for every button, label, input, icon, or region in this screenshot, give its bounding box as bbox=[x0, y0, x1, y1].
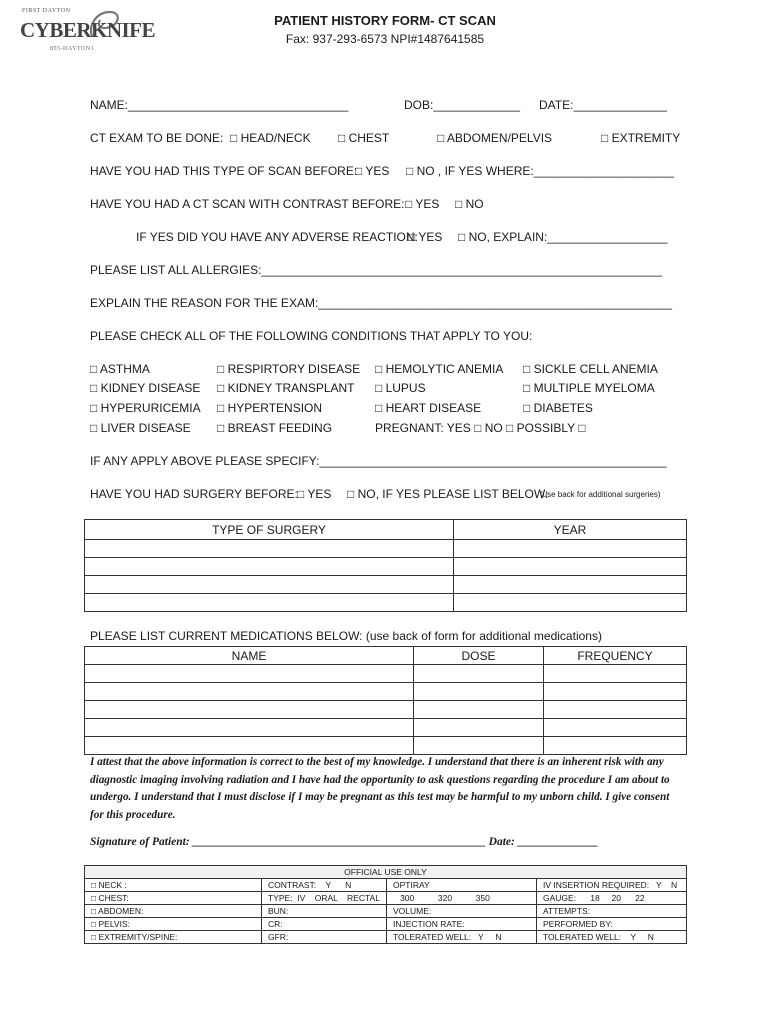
contrast-yes-checkbox[interactable]: □ YES bbox=[405, 197, 440, 211]
official-cell[interactable]: □ EXTREMITY/SPINE: bbox=[85, 931, 262, 944]
pregnant-options[interactable]: PREGNANT: YES □ NO □ POSSIBLY □ bbox=[375, 421, 586, 435]
surgery-note: (use back for additional surgeries) bbox=[540, 490, 661, 499]
official-cell[interactable]: CR: bbox=[262, 918, 387, 931]
allergies-field[interactable]: PLEASE LIST ALL ALLERGIES:____________________________________________________________ bbox=[90, 263, 662, 277]
med-name-cell[interactable] bbox=[85, 701, 414, 719]
med-name-cell[interactable] bbox=[85, 719, 414, 737]
table-row bbox=[85, 918, 687, 931]
official-use-table bbox=[84, 865, 687, 944]
med-name-header: NAME bbox=[85, 647, 414, 665]
adverse-reaction-label: IF YES DID YOU HAVE ANY ADVERSE REACTION: bbox=[136, 230, 418, 244]
official-cell[interactable]: ATTEMPTS: bbox=[537, 905, 687, 918]
condition-kidney-disease[interactable]: □ KIDNEY DISEASE bbox=[90, 381, 201, 395]
contrast-no-checkbox[interactable]: □ NO bbox=[455, 197, 484, 211]
surgery-yes-checkbox[interactable]: □ YES bbox=[297, 487, 332, 501]
med-frequency-cell[interactable] bbox=[544, 665, 687, 683]
logo-name: CYBERKNIFE bbox=[20, 18, 156, 42]
condition-hyperuricemia[interactable]: □ HYPERURICEMIA bbox=[90, 401, 201, 415]
surgery-type-header: TYPE OF SURGERY bbox=[85, 520, 454, 540]
head-neck-checkbox[interactable]: □ HEAD/NECK bbox=[230, 131, 311, 145]
surgery-year-cell[interactable] bbox=[454, 576, 687, 594]
official-cell[interactable]: □ PELVIS: bbox=[85, 918, 262, 931]
official-cell[interactable]: GAUGE: 18 20 22 bbox=[537, 892, 687, 905]
table-row bbox=[85, 719, 687, 737]
condition-sickle-cell-anemia[interactable]: □ SICKLE CELL ANEMIA bbox=[523, 362, 658, 376]
dob-field[interactable]: DOB:_____________ bbox=[404, 98, 521, 112]
med-name-cell[interactable] bbox=[85, 683, 414, 701]
surgery-year-cell[interactable] bbox=[454, 558, 687, 576]
med-name-cell[interactable] bbox=[85, 665, 414, 683]
conditions-intro: PLEASE CHECK ALL OF THE FOLLOWING CONDITIONS THAT APPLY TO YOU: bbox=[90, 329, 533, 343]
med-frequency-cell[interactable] bbox=[544, 737, 687, 755]
med-dose-cell[interactable] bbox=[414, 665, 544, 683]
date-field[interactable]: DATE:______________ bbox=[539, 98, 667, 112]
chest-checkbox[interactable]: □ CHEST bbox=[338, 131, 390, 145]
surgery-type-cell[interactable] bbox=[85, 540, 454, 558]
official-cell[interactable]: GFR: bbox=[262, 931, 387, 944]
table-row bbox=[85, 594, 687, 612]
adverse-no-checkbox[interactable]: □ NO, EXPLAIN:__________________ bbox=[458, 230, 668, 244]
table-row bbox=[85, 665, 687, 683]
med-frequency-cell[interactable] bbox=[544, 719, 687, 737]
reason-field[interactable]: EXPLAIN THE REASON FOR THE EXAM:_____________________________________________________ bbox=[90, 296, 672, 310]
signature-line[interactable]: Signature of Patient: ___________________________________________________ Date: ______________ bbox=[90, 836, 599, 848]
name-field[interactable]: NAME:_________________________________ bbox=[90, 98, 349, 112]
scan-before-no-checkbox[interactable]: □ NO , IF YES WHERE:_____________________ bbox=[406, 164, 674, 178]
surgery-year-cell[interactable] bbox=[454, 540, 687, 558]
official-cell[interactable]: PERFORMED BY: bbox=[537, 918, 687, 931]
table-row bbox=[85, 892, 687, 905]
adverse-yes-checkbox[interactable]: □ YES bbox=[408, 230, 443, 244]
attestation-text: I attest that the above information is correct to the best of my knowledge. I understand that there is an inherent risk with any diagnostic imaging involving radiation and I have had the opportunity to ask questions regarding the procedure I am about to undergo. I understand that I must disclose if I may be pregnant as this test may be harmful to my unborn child. I give consent for this procedure. bbox=[90, 756, 670, 821]
scan-before-label: HAVE YOU HAD THIS TYPE OF SCAN BEFORE: bbox=[90, 164, 358, 178]
surgery-year-header: YEAR bbox=[454, 520, 687, 540]
official-cell[interactable]: □ ABDOMEN: bbox=[85, 905, 262, 918]
condition-respiratory-disease[interactable]: □ RESPIRTORY DISEASE bbox=[217, 362, 361, 376]
official-cell[interactable]: IV INSERTION REQUIRED: Y N bbox=[537, 879, 687, 892]
med-frequency-cell[interactable] bbox=[544, 701, 687, 719]
surgery-type-cell[interactable] bbox=[85, 576, 454, 594]
surgery-before-label: HAVE YOU HAD SURGERY BEFORE: bbox=[90, 487, 298, 501]
condition-heart-disease[interactable]: □ HEART DISEASE bbox=[375, 401, 482, 415]
med-name-cell[interactable] bbox=[85, 737, 414, 755]
medications-intro: PLEASE LIST CURRENT MEDICATIONS BELOW: (use back of form for additional medications) bbox=[90, 629, 602, 643]
official-cell[interactable]: CONTRAST: Y N bbox=[262, 879, 387, 892]
condition-hemolytic-anemia[interactable]: □ HEMOLYTIC ANEMIA bbox=[375, 362, 504, 376]
table-row bbox=[85, 558, 687, 576]
surgery-year-cell[interactable] bbox=[454, 594, 687, 612]
med-frequency-header: FREQUENCY bbox=[544, 647, 687, 665]
official-cell[interactable]: TOLERATED WELL: Y N bbox=[387, 931, 537, 944]
official-cell[interactable]: OPTIRAY bbox=[387, 879, 537, 892]
condition-hypertension[interactable]: □ HYPERTENSION bbox=[217, 401, 323, 415]
table-row bbox=[85, 576, 687, 594]
abdomen-pelvis-checkbox[interactable]: □ ABDOMEN/PELVIS bbox=[437, 131, 553, 145]
official-cell[interactable]: 300 320 350 bbox=[387, 892, 537, 905]
med-frequency-cell[interactable] bbox=[544, 683, 687, 701]
official-cell[interactable]: TOLERATED WELL: Y N bbox=[537, 931, 687, 944]
specify-field[interactable]: IF ANY APPLY ABOVE PLEASE SPECIFY:____________________________________________________ bbox=[90, 454, 667, 468]
condition-liver-disease[interactable]: □ LIVER DISEASE bbox=[90, 421, 191, 435]
table-row bbox=[85, 905, 687, 918]
contrast-before-label: HAVE YOU HAD A CT SCAN WITH CONTRAST BEFORE: bbox=[90, 197, 405, 211]
condition-lupus[interactable]: □ LUPUS bbox=[375, 381, 426, 395]
surgery-table bbox=[84, 519, 687, 612]
med-dose-cell[interactable] bbox=[414, 701, 544, 719]
condition-multiple-myeloma[interactable]: □ MULTIPLE MYELOMA bbox=[523, 381, 655, 395]
medications-table bbox=[84, 646, 687, 755]
table-row bbox=[85, 540, 687, 558]
med-dose-cell[interactable] bbox=[414, 737, 544, 755]
condition-asthma[interactable]: □ ASTHMA bbox=[90, 362, 150, 376]
condition-breast-feeding[interactable]: □ BREAST FEEDING bbox=[217, 421, 333, 435]
logo-top-text: FIRST DAYTON bbox=[22, 8, 71, 14]
official-use-title: OFFICIAL USE ONLY bbox=[85, 866, 687, 879]
official-cell[interactable]: BUN: bbox=[262, 905, 387, 918]
scan-before-yes-checkbox[interactable]: □ YES bbox=[355, 164, 390, 178]
official-cell[interactable]: TYPE: IV ORAL RECTAL bbox=[262, 892, 387, 905]
table-row bbox=[85, 683, 687, 701]
med-dose-cell[interactable] bbox=[414, 719, 544, 737]
condition-kidney-transplant[interactable]: □ KIDNEY TRANSPLANT bbox=[217, 381, 355, 395]
table-row bbox=[85, 879, 687, 892]
med-dose-header: DOSE bbox=[414, 647, 544, 665]
surgery-type-cell[interactable] bbox=[85, 558, 454, 576]
official-cell[interactable]: INJECTION RATE: bbox=[387, 918, 537, 931]
table-row bbox=[85, 737, 687, 755]
table-row bbox=[85, 701, 687, 719]
ct-exam-label: CT EXAM TO BE DONE: bbox=[90, 131, 224, 145]
fax-line: Fax: 937-293-6573 NPI#1487641585 bbox=[285, 32, 485, 46]
form-title: PATIENT HISTORY FORM- CT SCAN bbox=[274, 13, 496, 28]
med-dose-cell[interactable] bbox=[414, 683, 544, 701]
surgery-type-cell[interactable] bbox=[85, 594, 454, 612]
official-cell[interactable]: VOLUME: bbox=[387, 905, 537, 918]
condition-diabetes[interactable]: □ DIABETES bbox=[523, 401, 593, 415]
official-cell[interactable]: □ NECK : bbox=[85, 879, 262, 892]
extremity-checkbox[interactable]: □ EXTREMITY bbox=[601, 131, 681, 145]
table-row bbox=[85, 931, 687, 944]
logo-phone: 855-DAYTON1 bbox=[50, 46, 95, 52]
surgery-no-checkbox[interactable]: □ NO, IF YES PLEASE LIST BELOW: bbox=[347, 487, 549, 501]
official-cell[interactable]: □ CHEST: bbox=[85, 892, 262, 905]
